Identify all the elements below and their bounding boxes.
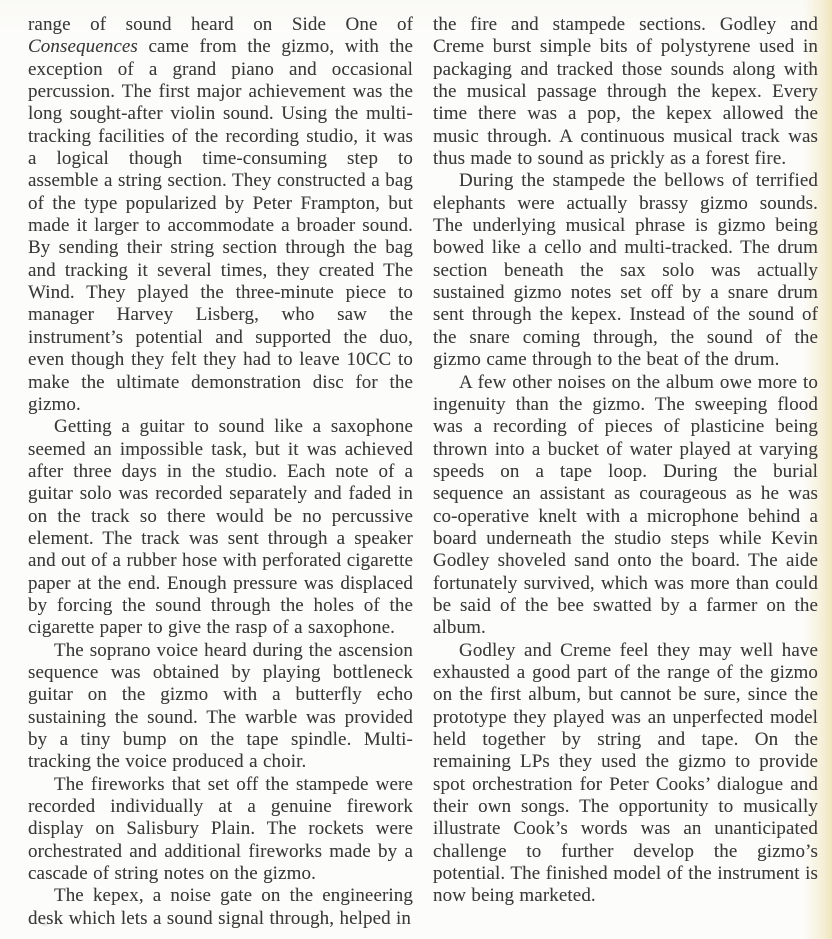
paragraph-fire-stampede: the fire and stampede sections. Godley and Creme burst simple bits of polystyrene used in packaging and tracked those sounds along with the musical passage through the kepex. Every time there was a pop, the kepex allowed the music through. A continuous musical track was thus made to sound as prickly as a forest fire. bbox=[433, 14, 818, 170]
left-column bbox=[28, 14, 413, 930]
album-title-consequences: Consequences bbox=[28, 36, 138, 58]
paragraph-elephants-drums: During the stampede the bellows of terrified elephants were actually brassy gizmo sounds. The underlying musical phrase is gizmo being bowed like a cello and multi-tracked. The drum section beneath the sax solo was actually sustained gizmo notes set off by a snare drum sent through the kepex. Instead of the sound of the snare coming through, the sound of the gizmo came through to the beat of the drum. bbox=[433, 170, 818, 371]
paragraph-fireworks: The fireworks that set off the stampede were recorded individually at a genuine firework display on Salisbury Plain. The rockets were orchestrated and additional fireworks made by a cascade of string notes on the gizmo. bbox=[28, 773, 413, 885]
paragraph-violin-sound bbox=[28, 14, 413, 416]
right-column bbox=[433, 14, 818, 930]
paragraph-run: came from the gizmo, with the exception of a grand piano and occasional percussion. The first major achievement was the long sought-after violin sound. Using the multi-tracking facilities of the recording studio, it was a logical though time-consuming step to assemble a string section. They constructed a bag of the type popularized by Peter Frampton, but made it larger to accommodate a broader sound. By sending their string section through the bag and tracking it several times, they created The Wind. They played the three-minute piece to manager Harvey Lisberg, who saw the instrument’s potential and supported the duo, even though they felt they had to leave 10CC to make the ultimate demonstration disc for the gizmo. bbox=[28, 36, 413, 415]
paragraph-kepex-intro: The kepex, a noise gate on the engineering desk which lets a sound signal through, helped in bbox=[28, 885, 413, 929]
paragraph-run: range of sound heard on Side One of bbox=[28, 14, 413, 35]
paragraph-flood-burial: A few other noises on the album owe more to ingenuity than the gizmo. The sweeping flood was a recording of pieces of plasticine being thrown into a bucket of water played at varying speeds on a tape loop. During the burial sequence an assistant as courageous as he was co-operative knelt with a microphone behind a board underneath the studio steps while Kevin Godley shoveled sand onto the board. The aide fortunately survived, which was more than could be said of the bee swatted by a farmer on the album. bbox=[433, 371, 818, 639]
paragraph-gizmo-future: Godley and Creme feel they may well have exhausted a good part of the range of the gizmo on the first album, but cannot be sure, since the prototype they played was an unperfected model held together by string and tape. On the remaining LPs they used the gizmo to provide spot orchestration for Peter Cooks’ dialogue and their own songs. The opportunity to musically illustrate Cook’s words was an unanticipated challenge to further develop the gizmo’s potential. The finished model of the instrument is now being marketed. bbox=[433, 639, 818, 907]
paragraph-soprano-voice: The soprano voice heard during the ascension sequence was obtained by playing bottleneck guitar on the gizmo with a butterfly echo sustaining the sound. The warble was provided by a tiny bump on the tape spindle. Multi-tracking the voice produced a choir. bbox=[28, 639, 413, 773]
paragraph-guitar-saxophone: Getting a guitar to sound like a saxophone seemed an impossible task, but it was achieved after three days in the studio. Each note of a guitar solo was recorded separately and faded in on the track so there would be no percussive element. The track was sent through a speaker and out of a rubber hose with perforated cigarette paper at the end. Enough pressure was displaced by forcing the sound through the holes of the cigarette paper to give the rasp of a saxophone. bbox=[28, 416, 413, 639]
